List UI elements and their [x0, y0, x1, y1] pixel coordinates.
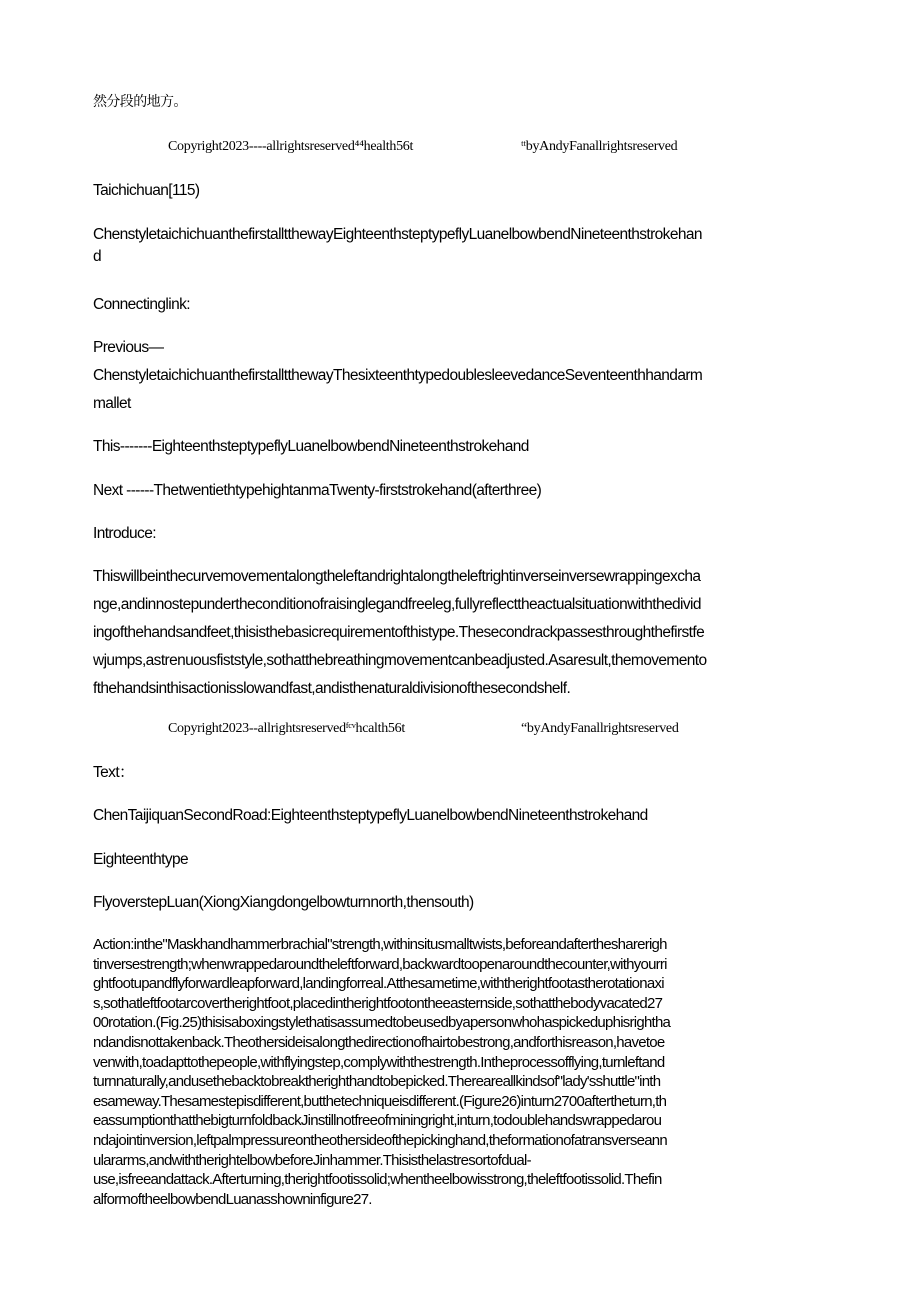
connecting-link-label: Connectinglink: — [93, 296, 190, 313]
intro-paragraph — [93, 563, 827, 703]
intro-line: wjumps,astrenuousfiststyle,sothatthebreathingmovementcanbeadjusted.Asaresult,themovemento — [93, 652, 707, 669]
intro-line: fthehandsinthisactionisslowandfast,andisthenaturaldivisionofthesecondshelf. — [93, 680, 571, 697]
previous-line-1: Previous— — [93, 339, 164, 356]
previous-block — [93, 337, 827, 415]
copyright-left-1: Copyright2023----allrightsreserved⁴⁴health56t — [168, 139, 414, 154]
heading: Taichichuan[115) — [93, 182, 200, 199]
title-line — [93, 224, 827, 268]
action-line: Action:inthe"Maskhandhammerbrachial"strength,withinsitusmalltwists,beforeandafterthesharerigh — [93, 936, 667, 953]
action-line: tinversestrength;whenwrappedaroundtheleftforward,backwardtoopenaroundthecounter,withyourri — [93, 955, 667, 973]
intro-line: Thiswillbeinthecurvemovementalongtheleftandrightalongtheleftrightinverseinversewrappingexcha — [93, 568, 701, 585]
intro-line: ingofthehandsandfeet,thisisthebasicrequirementofthistype.Thesecondrackpassesthroughthefirstfe — [93, 624, 705, 641]
action-line: turnnaturally,andusethebacktobreaktherighthandtobepicked.Thereareallkindsof"lady'sshuttle"inth — [93, 1073, 661, 1091]
action-line: ulararms,andwiththerightelbowbeforeJinhammer.Thisisthelastresortofdual- — [93, 1151, 531, 1169]
fly-title: FlyoverstepLuan(XiongXiangdongelbowturnnorth,thensouth) — [93, 894, 474, 911]
action-line: ndandisnottakenback.Theothersideisalongthedirectionofhairtobestrong,andforthisreason,havetoe — [93, 1033, 665, 1051]
action-line: esameway.Thesamestepisdifferent,butthetechniqueisdifferent.(Figure26)inturn2700aftertheturn,th — [93, 1092, 667, 1110]
copyright-right-2: “byAndyFanallrightsreserved — [521, 721, 679, 736]
previous-line-2: ChenstyletaichichuanthefirstalltthewayThesixteenthtypedoublesleevedanceSeventeenthhandarm — [93, 367, 703, 384]
this-line: This-------EighteenthsteptypeflyLuanelbowbendNineteenthstrokehand — [93, 438, 529, 455]
section-title: ChenTaijiquanSecondRoad:EighteenthsteptypeflyLuanelbowbendNineteenthstrokehand — [93, 807, 648, 824]
title-line-2: d — [93, 248, 102, 265]
copyright-right-1: ᵗᵗbyAndyFanallrightsreserved — [521, 139, 678, 154]
intro-line: nge,andinnostepundertheconditionofraisinglegandfreeleg,fullyreflecttheactualsituationwiththedivid — [93, 596, 701, 613]
action-line: 00rotation.(Fig.25)thisisaboxingstylethatisassumedtobeusedbyapersonwhohaspickeduphisrightha — [93, 1014, 671, 1032]
type-label: Eighteenthtype — [93, 851, 189, 868]
copyright-left-2: Copyright2023--allrightsreservedᶠᶜᵛhcalth56t — [168, 721, 405, 736]
text-label: Text： — [93, 764, 134, 781]
action-line: alformoftheelbowbendLuanasshowninfigure27. — [93, 1190, 372, 1208]
action-line: venwith,toadapttothepeople,withflyingstep,complywiththestrength.Intheprocessofflying,turnleftand — [93, 1053, 665, 1071]
top-fragment: 然分段的地方。 — [93, 94, 187, 110]
action-line: s,sothatleftfootarcovertherightfoot,placedintherightfootontheeasternside,sothatthebodyvacated27 — [93, 994, 663, 1012]
action-line: ndajointinversion,leftpalmpressureontheothersideofthepickinghand,theformationofatransverseann — [93, 1131, 667, 1149]
introduce-label: Introduce: — [93, 525, 156, 542]
previous-line-3: mallet — [93, 395, 131, 412]
action-line: ghtfootupandflyforwardleapforward,landingforreal.Atthesametime,withtherightfootastherotationaxi — [93, 975, 664, 993]
action-line: eassumptionthatthebigturnfoldbackJinstillnotfreeofminingright,inturn,todoublehandswrappedarou — [93, 1112, 662, 1130]
title-line-1: ChenstyletaichichuanthefirstalltthewayEighteenthsteptypeflyLuanelbowbendNineteenthstrokehan — [93, 226, 702, 243]
action-line: use,isfreeandattack.Afterturning,therightfootissolid;whentheelbowisstrong,theleftfootissolid.Thefin — [93, 1171, 662, 1189]
action-paragraph — [93, 935, 827, 1209]
next-line: Next ------ThetwentiethtypehightanmaTwenty-firststrokehand(afterthree) — [93, 482, 542, 499]
